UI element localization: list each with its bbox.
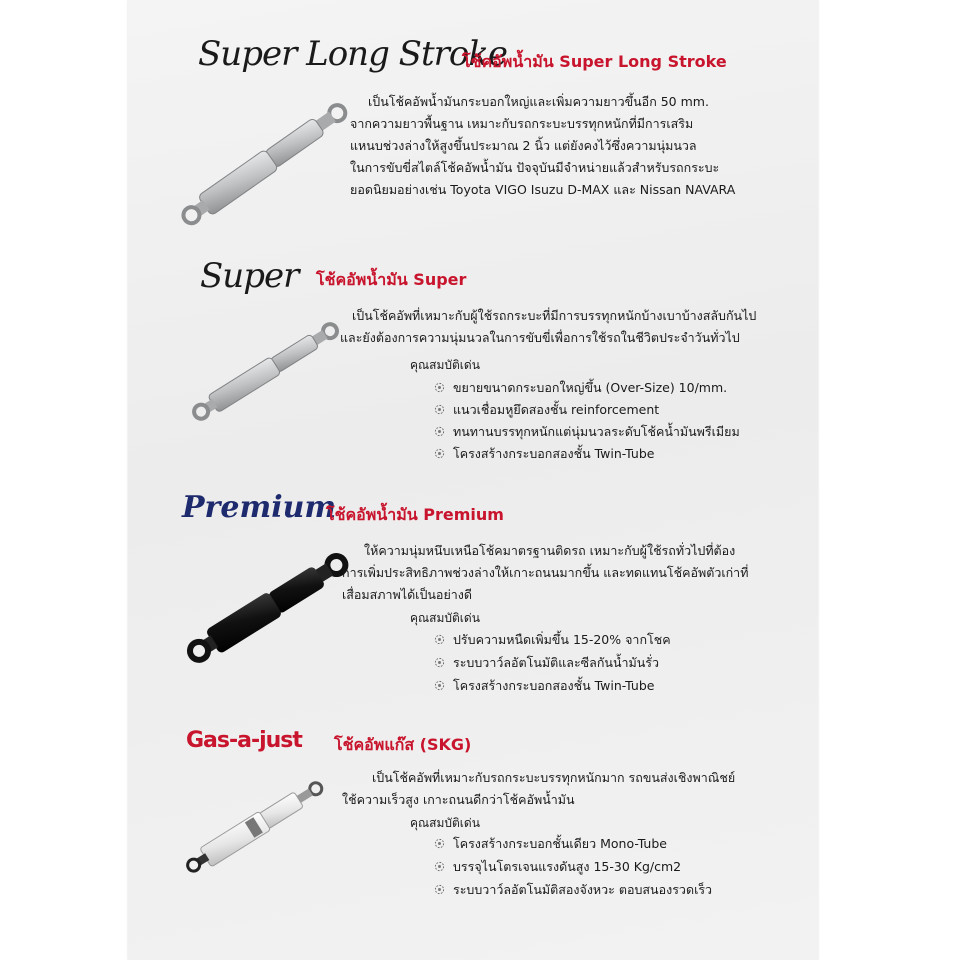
paragraph-line: ในการขับขี่สไตล์โช้คอัพน้ำมัน ปัจจุบันมีจำหน่ายแล้วสำหรับรถกระบะ — [350, 160, 720, 175]
feature-item: โครงสร้างกระบอกสองชั้น Twin-Tube — [434, 675, 654, 697]
bullet-gear-icon — [434, 653, 445, 664]
bullet-gear-icon — [434, 834, 445, 845]
catalog-page — [128, 0, 818, 960]
feature-item: แนวเชื่อมหูยึดสองชั้น reinforcement — [434, 399, 659, 421]
section-description — [342, 767, 735, 811]
section-description — [342, 540, 748, 606]
paragraph-line: เป็นโช้คอัพที่เหมาะกับรถกระบะบรรทุกหนักมาก รถขนส่งเชิงพาณิชย์ — [372, 770, 736, 785]
features-heading: คุณสมบัติเด่น — [410, 816, 480, 830]
paragraph-line: เป็นโช้คอัพน้ำมันกระบอกใหญ่และเพิ่มความยาวขึ้นอีก 50 mm. — [368, 94, 709, 109]
shock-absorber-black — [180, 540, 352, 678]
features-heading: คุณสมบัติเด่น — [410, 611, 480, 625]
section-subtitle: โช้คอัพน้ำมัน Premium — [326, 505, 504, 524]
section-subtitle: โช้คอัพแก๊ส (SKG) — [334, 735, 472, 754]
paragraph-line: แหนบช่วงล่างให้สูงขึ้นประมาณ 2 นิ้ว แต่ยังคงไว้ซึ่งความนุ่มนวล — [350, 138, 697, 153]
bullet-gear-icon — [434, 630, 445, 641]
bullet-gear-icon — [434, 444, 445, 455]
paragraph-line: การเพิ่มประสิทธิภาพช่วงล่างให้เกาะถนนมากขึ้น และทดแทนโช้คอัพตัวเก่าที่ — [342, 565, 749, 580]
feature-item: ทนทานบรรทุกหนักแต่นุ่มนวลระดับโช้คน้ำมันพรีเมียม — [434, 421, 740, 443]
bullet-gear-icon — [434, 378, 445, 389]
premium-logo: Premium — [182, 490, 337, 525]
shock-absorber-silver — [178, 302, 348, 444]
feature-item: ระบบวาว์ลอัตโนมัติและซีลกันน้ำมันรั่ว — [434, 652, 659, 674]
paragraph-line: และยังต้องการความนุ่มนวลในการขับขี่เพื่อการใช้รถในชีวิตประจำวันทั่วไป — [340, 330, 740, 345]
bullet-gear-icon — [434, 676, 445, 687]
paragraph-line: เป็นโช้คอัพที่เหมาะกับผู้ใช้รถกระบะที่มีการบรรทุกหนักบ้างเบาบ้างสลับกันไป — [352, 308, 757, 323]
shock-absorber-white-gas — [178, 770, 328, 886]
shock-absorber-silver-long — [176, 78, 356, 248]
feature-item: โครงสร้างกระบอกสองชั้น Twin-Tube — [434, 443, 654, 465]
feature-item: โครงสร้างกระบอกชั้นเดียว Mono-Tube — [434, 833, 667, 855]
super-logo: Super — [200, 256, 299, 296]
bullet-gear-icon — [434, 400, 445, 411]
section-description — [350, 91, 735, 201]
super-long-stroke-logo: Super Long Stroke — [198, 34, 508, 74]
feature-item: ปรับความหนืดเพิ่มขึ้น 15-20% จากโชค — [434, 629, 671, 651]
feature-item: บรรจุไนโตรเจนแรงดันสูง 15-30 Kg/cm2 — [434, 856, 681, 878]
feature-item: ระบบวาว์ลอัตโนมัติสองจังหวะ ตอบสนองรวดเร็ว — [434, 879, 712, 901]
paragraph-line: ให้ความนุ่มหนึบเหนือโช้คมาตรฐานติดรถ เหมาะกับผู้ใช้รถทั่วไปที่ต้อง — [364, 543, 736, 558]
paragraph-line: ยอดนิยมอย่างเช่น Toyota VIGO Isuzu D-MAX และ Nissan NAVARA — [350, 182, 736, 197]
feature-item: ขยายขนาดกระบอกใหญ่ขึ้น (Over-Size) 10/mm. — [434, 377, 727, 399]
section-subtitle: โช้คอัพน้ำมัน Super Long Stroke — [462, 52, 727, 71]
paragraph-line: เสื่อมสภาพได้เป็นอย่างดี — [342, 587, 473, 602]
gas-a-just-logo: Gas-a-just — [186, 728, 302, 753]
bullet-gear-icon — [434, 880, 445, 891]
paragraph-line: ใช้ความเร็วสูง เกาะถนนดีกว่าโช้คอัพน้ำมัน — [342, 792, 575, 807]
paragraph-line: จากความยาวพื้นฐาน เหมาะกับรถกระบะบรรทุกหนักที่มีการเสริม — [350, 116, 694, 131]
bullet-gear-icon — [434, 422, 445, 433]
features-heading: คุณสมบัติเด่น — [410, 358, 480, 372]
section-subtitle: โช้คอัพน้ำมัน Super — [316, 270, 467, 289]
section-description — [340, 305, 756, 349]
bullet-gear-icon — [434, 857, 445, 868]
